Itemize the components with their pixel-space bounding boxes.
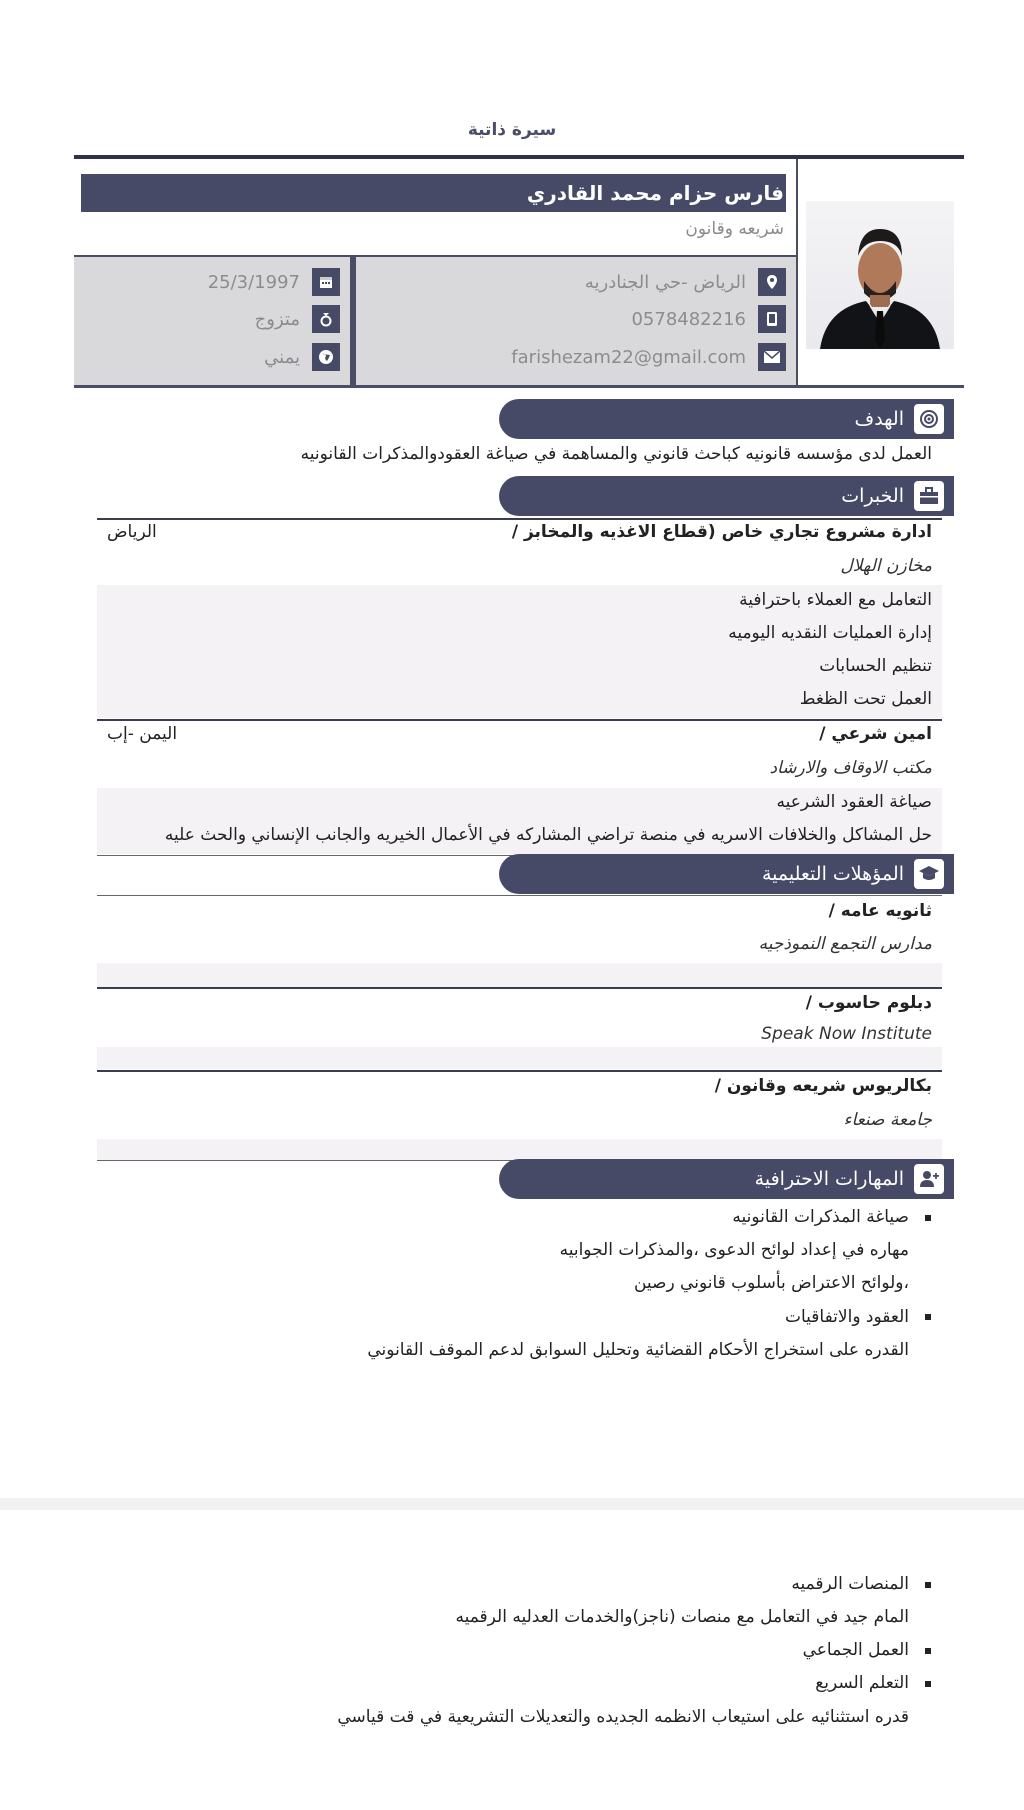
job-task: التعامل مع العملاء باحترافية — [739, 590, 932, 610]
contact-column-personal — [74, 257, 350, 385]
objective-text: العمل لدى مؤسسه قانونيه كباحث قانوني والمساهمة في صياغة العقودوالمذكرات القانونيه — [300, 444, 932, 464]
skill-detail: المام جيد في التعامل مع منصات (ناجز)والخدمات العدليه الرقميه — [455, 1607, 909, 1627]
section-skills-title: المهارات الاحترافية — [754, 1168, 904, 1190]
bullet-marker — [925, 1582, 931, 1588]
divider — [97, 518, 942, 520]
job-task: إدارة العمليات النقديه اليوميه — [728, 623, 932, 643]
column-divider — [350, 257, 356, 385]
job-company: مخازن الهلال — [840, 556, 932, 576]
job-task: حل المشاكل والخلافات الاسريه في منصة تراضي المشاركه في الأعمال الخيريه والجانب الإنساني والحث عليه — [164, 825, 932, 845]
skill-item: صياغة المذكرات القانونيه — [732, 1207, 909, 1227]
resume-header — [74, 155, 964, 388]
section-objective — [499, 399, 954, 439]
bullet-marker — [925, 1648, 931, 1654]
skill-detail: مهاره في إعداد لوائح الدعوى ،والمذكرات الجوابيه — [559, 1240, 909, 1260]
page-break — [0, 1498, 1024, 1510]
skill-item: المنصات الرقميه — [791, 1574, 909, 1594]
ring-icon — [312, 305, 340, 333]
phone-row — [631, 305, 786, 333]
graduation-cap-icon — [914, 859, 944, 889]
nationality-row — [264, 343, 340, 371]
user-add-icon — [914, 1164, 944, 1194]
job-company: مكتب الاوقاف والارشاد — [769, 758, 932, 778]
job-task: صياغة العقود الشرعيه — [776, 792, 932, 812]
job-task: تنظيم الحسابات — [819, 656, 932, 676]
section-education — [499, 854, 954, 894]
degree-title: ثانويه عامه / — [828, 901, 932, 921]
skill-detail: قدره استثنائيه على استيعاب الانظمه الجديده والتعديلات التشريعية في قت قياسي — [337, 1707, 909, 1727]
section-experience — [499, 476, 954, 516]
calendar-icon — [312, 268, 340, 296]
bullet-marker — [925, 1215, 931, 1221]
degree-title: دبلوم حاسوب / — [805, 993, 932, 1013]
degree-title: بكالريوس شريعه وقانون / — [714, 1076, 932, 1096]
institution-name: مدارس التجمع النموذجيه — [758, 934, 932, 954]
location-icon — [758, 268, 786, 296]
job-title: ادارة مشروع تجاري خاص (قطاع الاغذيه والمخابز / — [511, 522, 932, 542]
institution-name: Speak Now Institute — [761, 1024, 932, 1044]
address-row — [585, 268, 786, 296]
section-education-title: المؤهلات التعليمية — [761, 863, 904, 885]
divider — [97, 1070, 942, 1072]
skill-detail: ،ولوائح الاعتراض بأسلوب قانوني رصين — [633, 1273, 909, 1293]
education-spacer — [97, 1139, 942, 1160]
page-title: سيرة ذاتية — [467, 120, 557, 140]
email-text[interactable]: farishezam22@gmail.com — [511, 346, 746, 368]
profile-photo — [806, 201, 954, 349]
photo-frame — [796, 159, 964, 385]
institution-name: جامعة صنعاء — [843, 1110, 932, 1130]
birthdate-row — [208, 268, 340, 296]
divider — [97, 719, 942, 721]
job-location: الرياض — [107, 522, 157, 542]
divider — [97, 987, 942, 989]
globe-icon — [312, 343, 340, 371]
phone-icon — [758, 305, 786, 333]
divider — [97, 895, 942, 896]
birthdate-text: 25/3/1997 — [207, 271, 300, 293]
education-spacer — [97, 963, 942, 987]
briefcase-icon — [914, 481, 944, 511]
phone-text[interactable]: 0578482216 — [631, 308, 746, 330]
profession: شريعه وقانون — [685, 219, 784, 239]
section-experience-title: الخبرات — [841, 485, 904, 507]
section-objective-title: الهدف — [854, 408, 904, 430]
nationality-text: يمني — [264, 346, 300, 368]
full-name: فارس حزام محمد القادري — [81, 174, 786, 212]
education-spacer — [97, 1047, 942, 1069]
skill-item: العقود والاتفاقيات — [784, 1307, 909, 1327]
job-title: امين شرعي / — [819, 724, 932, 744]
contact-column-main — [356, 257, 796, 385]
bullet-marker — [925, 1314, 931, 1320]
email-row — [511, 343, 786, 371]
skill-item: العمل الجماعي — [802, 1640, 909, 1660]
bullet-marker — [925, 1681, 931, 1687]
target-icon — [914, 404, 944, 434]
envelope-icon — [758, 343, 786, 371]
address-text: الرياض -حي الجنادريه — [584, 271, 746, 293]
job-task: العمل تحت الظغط — [799, 689, 932, 709]
marital-row — [255, 305, 340, 333]
section-skills — [499, 1159, 954, 1199]
skill-detail: القدره على استخراج الأحكام القضائية وتحليل السوابق لدعم الموقف القانوني — [367, 1340, 909, 1360]
marital-text: متزوج — [254, 308, 300, 330]
skill-item: التعلم السريع — [815, 1673, 909, 1693]
job-location: اليمن -إب — [107, 724, 178, 744]
